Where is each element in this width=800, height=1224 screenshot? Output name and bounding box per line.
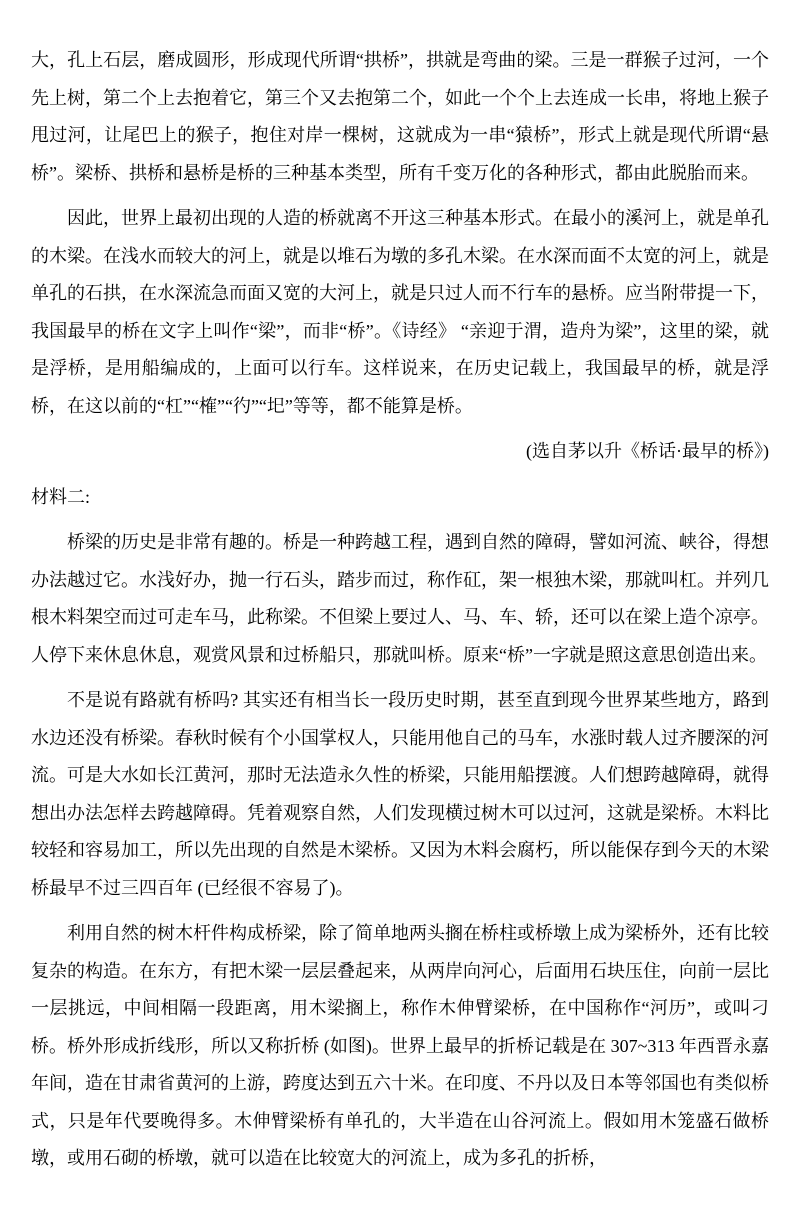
material-two-paragraph-1: 桥梁的历史是非常有趣的。桥是一种跨越工程，遇到自然的障碍，譬如河流、峡谷，得想办法越过它。水浅好办，抛一行石头，踏步而过，称作矼，架一根独木梁，那就叫杠。并列几根木料架空而过可走车马，此称梁。不但梁上要过人、马、车、轿，还可以在梁上造个凉亭。人停下来休息休息，观赏风景和过桥船只，那就叫桥。原来“桥”一字就是照这意思创造出来。 [31,532,769,665]
source-attribution: (选自茅以升《桥话·最早的桥》) [526,441,769,461]
material-two-paragraph-2: 不是说有路就有桥吗? 其实还有相当长一段历史时期，甚至直到现今世界某些地方，路到水边还没有桥梁。春秋时候有个小国掌权人，只能用他自己的马车，水涨时载人过齐腰深的河流。可是大水如长江黄河，那时无法造永久性的桥梁，只能用船摆渡。人们想跨越障碍，就得想出办法怎样去跨越障碍。凭着观察自然，人们发现横过树木可以过河，这就是梁桥。木料比较轻和容易加工，所以先出现的自然是木梁桥。又因为木料会腐朽，所以能保存到今天的木梁桥最早不过三四百年 (已经很不容易了)。 [31,690,769,898]
material-two-paragraph-3: 利用自然的树木杆件构成桥梁，除了简单地两头搁在桥柱或桥墩上成为梁桥外，还有比较复杂的构造。在东方，有把木梁一层层叠起来，从两岸向河心，后面用石块压住，向前一层比一层挑远，中间相隔一段距离，用木梁搁上，称作木伸臂梁桥，在中国称作“河历”，或叫刁桥。桥外形成折线形，所以又称折桥 (如图)。世界上最早的折桥记载是在 307~313 年西晋永嘉年间，造在甘肃省黄河的上游，跨度达到五六十米。在印度、不丹以及日本等邻国也有类似桥式，只是年代要晚得多。木伸臂梁桥有单孔的，大半造在山谷河流上。假如用木笼盛石做桥墩，或用石砌的桥墩，就可以造在比较宽大的河流上，成为多孔的折桥， [31,923,769,1168]
material-two-label: 材料二: [31,486,91,507]
material-one-second-paragraph: 因此，世界上最初出现的人造的桥就离不开这三种基本形式。在最小的溪河上，就是单孔的木梁。在浅水而较大的河上，就是以堆石为墩的多孔木梁。在水深而面不太宽的河上，就是单孔的石拱，在水深流急而面又宽的大河上，就是只过人而不行车的悬桥。应当附带提一下，我国最早的桥在文字上叫作“梁”，而非“桥”。《诗经》 “亲迎于渭，造舟为梁”，这里的梁，就是浮桥，是用船编成的，上面可以行车。这样说来，在历史记载上，我国最早的桥，就是浮桥，在这以前的“杠”“榷”“彴”“圯”等等，都不能算是桥。 [31,208,769,416]
material-one-continuation-paragraph: 大，孔上石层，磨成圆形，形成现代所谓“拱桥”，拱就是弯曲的梁。三是一群猴子过河，一个先上树，第二个上去抱着它，第三个又去抱第二个，如此一个个上去连成一长串，将地上猴子甩过河，让尾巴上的猴子，抱住对岸一棵树，这就成为一串“猿桥”，形式上就是现代所谓“悬桥”。梁桥、拱桥和悬桥是桥的三种基本类型，所有千变万化的各种形式，都由此脱胎而来。 [31,50,769,183]
